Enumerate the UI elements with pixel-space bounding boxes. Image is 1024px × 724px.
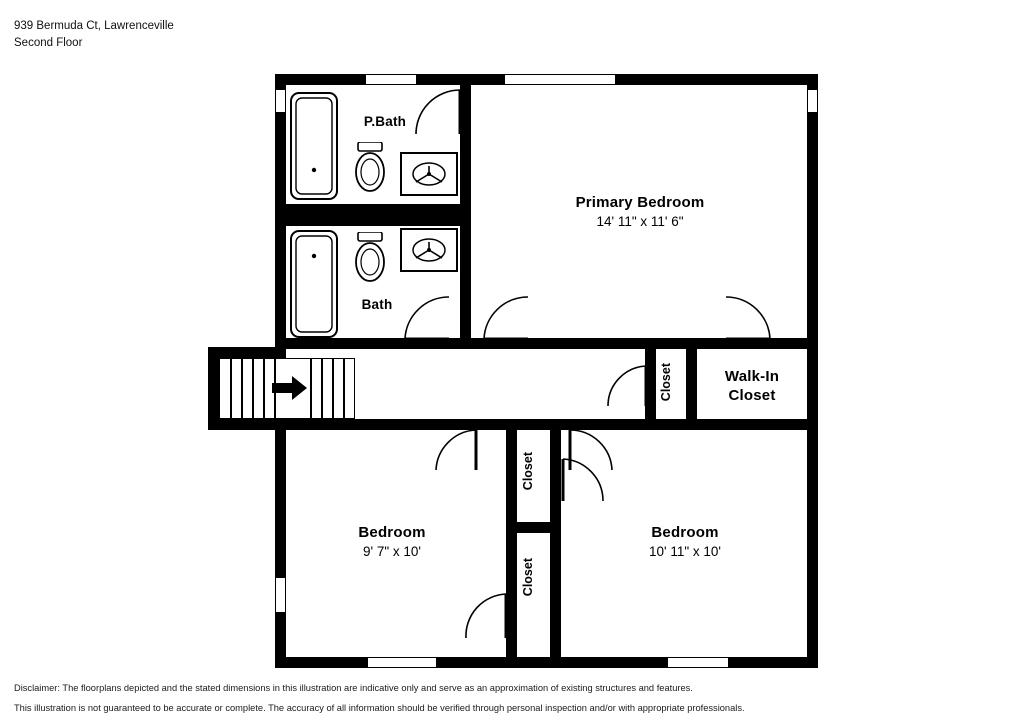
wall-hall-top [208, 347, 286, 358]
wall-exterior-right [807, 74, 818, 668]
walk-in-line2: Closet [728, 387, 776, 404]
window-top-right [505, 74, 615, 85]
door-primary-bedroom-left [480, 295, 532, 341]
room-name: Primary Bedroom [575, 194, 705, 211]
stair-tread [321, 358, 323, 419]
stair-tread [241, 358, 243, 419]
room-name: Bedroom [358, 524, 426, 541]
room-dimensions: 10' 11" x 10' [649, 544, 721, 559]
sink-vanity-icon [400, 228, 458, 272]
sink-vanity-icon [400, 152, 458, 196]
window-top-left [366, 74, 416, 85]
wall-bedroom-divider-right [550, 430, 561, 668]
room-label-bedroom-right [595, 524, 775, 559]
bathtub-icon [290, 92, 338, 200]
window-right-upper [807, 90, 818, 112]
room-dimensions: 14' 11" x 11' 6" [596, 214, 684, 229]
closet-label-lower: Closet [521, 558, 535, 597]
stairs-direction-arrow [272, 374, 308, 407]
room-label-primary-bedroom [520, 194, 760, 229]
door-walk-in-closet [722, 295, 774, 341]
wall-hall-bottom [208, 419, 286, 430]
door-closet-lower [462, 590, 510, 644]
door-closet-hall [604, 362, 648, 412]
wall-exterior-left-lower [275, 419, 286, 668]
room-label-walk-in-closet [700, 368, 804, 404]
disclaimer-line-1: Disclaimer: The floorplans depicted and the stated dimensions in this illustration are indicative only and serve as an approximation of existing structures and features. [14, 683, 693, 693]
closet-label-hall: Closet [659, 363, 673, 402]
window-left-upper [275, 90, 286, 112]
room-name: Bedroom [651, 524, 719, 541]
room-name: Bath [361, 297, 393, 312]
floor-label: Second Floor [14, 37, 83, 49]
wall-walkin-left [686, 349, 697, 419]
wall-exterior-left-upper [275, 74, 286, 349]
wall-exterior-left-hall [208, 347, 219, 430]
room-dimensions: 9' 7" x 10' [363, 544, 421, 559]
toilet-icon [352, 232, 388, 284]
stair-tread [310, 358, 312, 419]
property-address: 939 Bermuda Ct, Lawrenceville [14, 20, 174, 32]
wall-exterior-bottom [275, 657, 818, 668]
door-bedroom-left [432, 428, 480, 474]
wall-between-baths [286, 204, 471, 226]
bathtub-icon [290, 230, 338, 338]
toilet-icon [352, 142, 388, 194]
stair-tread [263, 358, 265, 419]
door-closet-middle [561, 455, 607, 507]
walk-in-line1: Walk-In [724, 368, 780, 385]
stair-tread [252, 358, 254, 419]
room-label-p-bath [330, 114, 440, 129]
window-left-lower [275, 578, 286, 612]
wall-closet-divider [506, 522, 561, 533]
wall-hall-bottom-main [286, 419, 818, 430]
disclaimer [14, 678, 1009, 718]
room-label-bedroom-left [302, 524, 482, 559]
window-bottom-right [668, 657, 728, 668]
room-name: P.Bath [363, 114, 407, 129]
window-bottom-left [368, 657, 436, 668]
closet-label-middle: Closet [521, 452, 535, 491]
disclaimer-line-2: This illustration is not guaranteed to be accurate or complete. The accuracy of all information should be verified through personal inspection and/or with appropriate professionals. [14, 703, 745, 713]
stair-tread [332, 358, 334, 419]
stair-tread [343, 358, 345, 419]
room-label-bath [322, 297, 432, 312]
stair-tread [230, 358, 232, 419]
